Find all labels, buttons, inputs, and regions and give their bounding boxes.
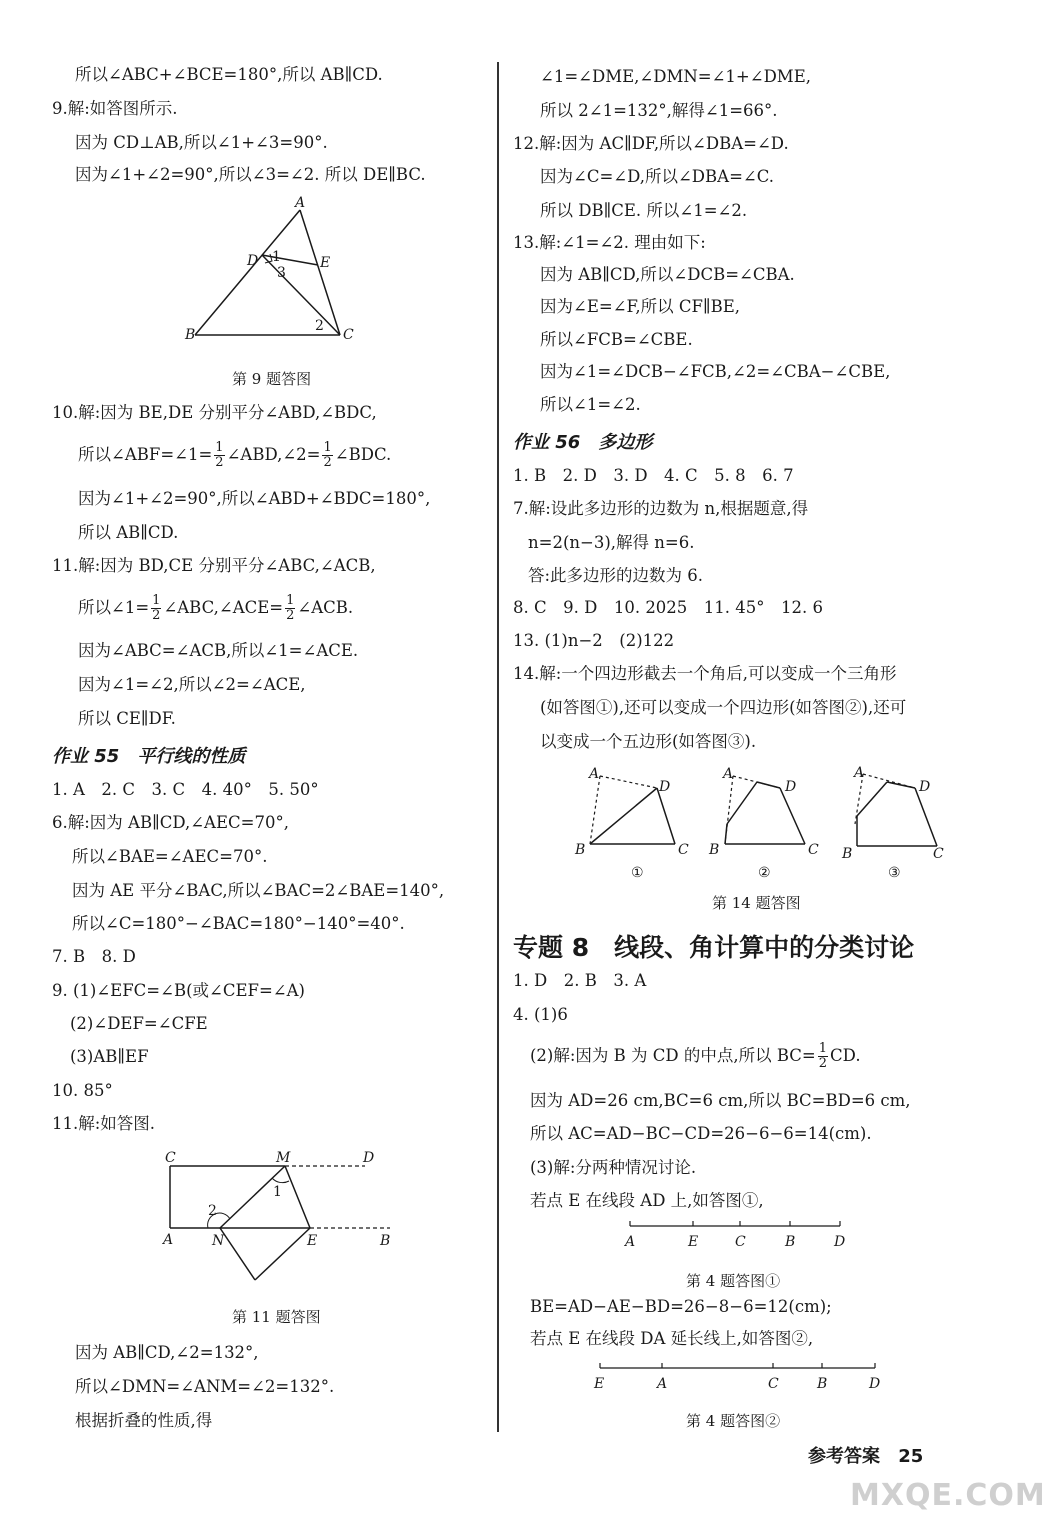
text-line: 12.解:因为 AC∥DF,所以∠DBA=∠D.: [513, 134, 789, 153]
figure-caption: 第 4 题答图①: [686, 1272, 781, 1290]
text-line: 因为 CD⊥AB,所以∠1+∠3=90°.: [75, 133, 328, 152]
text-line: 以变成一个五边形(如答图③).: [540, 732, 757, 751]
label-B: B: [817, 1376, 828, 1392]
fraction-half: $\frac{1}{2}$: [323, 440, 332, 470]
text-line: 所以∠DMN=∠ANM=∠2=132°.: [75, 1377, 335, 1396]
text-line: ∠1=∠DME,∠DMN=∠1+∠DME,: [540, 67, 811, 86]
text-line: 所以 2∠1=132°,解得∠1=66°.: [540, 101, 778, 120]
label-A: A: [163, 1232, 174, 1248]
label-circled-1: ①: [631, 865, 644, 881]
label-circled-3: ③: [888, 865, 901, 881]
footer-label: 参考答案: [808, 1446, 880, 1467]
section-heading: 作业 56 多边形: [513, 432, 653, 453]
text-line: 7.解:设此多边形的边数为 n,根据题意,得: [513, 499, 809, 518]
text-line: 10. 85°: [52, 1081, 113, 1100]
label-M: M: [276, 1150, 291, 1166]
text-line: 1. B 2. D 3. D 4. C 5. 8 6. 7: [513, 466, 794, 485]
text-line: 因为∠ABC=∠ACB,所以∠1=∠ACE.: [78, 641, 359, 660]
text-line: (如答图①),还可以变成一个四边形(如答图②),还可: [540, 698, 907, 717]
label-A: A: [295, 195, 306, 211]
figure-caption: 第 9 题答图: [232, 370, 312, 388]
text-line: 若点 E 在线段 DA 延长线上,如答图②,: [530, 1329, 814, 1348]
text-line: 7. B 8. D: [52, 947, 136, 966]
label-D: D: [834, 1234, 846, 1250]
fraction-half: $\frac{1}{2}$: [152, 593, 161, 623]
label-A: A: [589, 766, 600, 782]
text-line: n=2(n−3),解得 n=6.: [528, 533, 695, 552]
figure-caption: 第 11 题答图: [232, 1308, 321, 1326]
label-A: A: [625, 1234, 636, 1250]
column-divider: [497, 62, 499, 1432]
text-line: 11.解:如答图.: [52, 1114, 156, 1133]
figure-14: [575, 764, 955, 884]
label-D: D: [247, 253, 259, 269]
label-A: A: [854, 765, 865, 781]
text-line: 10.解:因为 BE,DE 分别平分∠ABD,∠BDC,: [52, 403, 377, 422]
figure-4-2: [590, 1358, 890, 1392]
text-line: 因为∠C=∠D,所以∠DBA=∠C.: [540, 167, 775, 186]
text-line: 所以∠C=180°−∠BAC=180°−140°=40°.: [72, 914, 405, 933]
text-line: 所以∠FCB=∠CBE.: [540, 330, 693, 349]
text-line: 因为∠1=∠DCB−∠FCB,∠2=∠CBA−∠CBE,: [540, 362, 891, 381]
text-line: 所以∠ABC+∠BCE=180°,所以 AB∥CD.: [75, 65, 383, 84]
text-line: 因为∠1+∠2=90°,所以∠ABD+∠BDC=180°,: [78, 489, 431, 508]
label-C: C: [808, 842, 819, 858]
text-line: 因为∠E=∠F,所以 CF∥BE,: [540, 297, 740, 316]
text-line: 4. (1)6: [513, 1005, 568, 1024]
topic-title: 专题 8 线段、角计算中的分类讨论: [513, 933, 915, 962]
label-1: 1: [272, 249, 281, 265]
figure-caption: 第 4 题答图②: [686, 1412, 781, 1430]
text-line: (3)解:分两种情况讨论.: [530, 1158, 697, 1177]
text-line: 6.解:因为 AB∥CD,∠AEC=70°,: [52, 813, 289, 832]
fraction-half: $\frac{1}{2}$: [818, 1041, 828, 1071]
label-B: B: [709, 842, 720, 858]
label-E: E: [594, 1376, 605, 1392]
label-A: A: [723, 766, 734, 782]
label-1: 1: [273, 1184, 282, 1200]
text-line: 所以 CE∥DF.: [78, 709, 176, 728]
text-line: 因为 AE 平分∠BAC,所以∠BAC=2∠BAE=140°,: [72, 881, 445, 900]
text-line: (2)∠DEF=∠CFE: [70, 1014, 208, 1033]
label-D: D: [869, 1376, 881, 1392]
text-line: 因为 AB∥CD,所以∠DCB=∠CBA.: [540, 265, 795, 284]
figure-11: [160, 1148, 400, 1288]
text-line: 所以∠BAE=∠AEC=70°.: [72, 847, 268, 866]
text-line: (2)解:因为 B 为 CD 的中点,所以 BC= $\frac{1}{2}$ CD.: [530, 1041, 861, 1071]
text-line: 14.解:一个四边形截去一个角后,可以变成一个三角形: [513, 664, 897, 683]
text-line: 所以 AB∥CD.: [78, 523, 179, 542]
label-C: C: [768, 1376, 779, 1392]
text-line: 13. (1)n−2 (2)122: [513, 631, 675, 650]
section-heading: 作业 55 平行线的性质: [52, 746, 246, 767]
text-line: 8. C 9. D 10. 2025 11. 45° 12. 6: [513, 598, 824, 617]
fraction-half: $\frac{1}{2}$: [215, 440, 224, 470]
text-line: (3)AB∥EF: [70, 1047, 149, 1066]
label-B: B: [185, 327, 196, 343]
text-line: 所以∠1=∠2.: [540, 395, 641, 414]
text-line: 因为∠1=∠2,所以∠2=∠ACE,: [78, 675, 306, 694]
label-circled-2: ②: [758, 865, 771, 881]
fraction-half: $\frac{1}{2}$: [286, 593, 295, 623]
label-B: B: [380, 1233, 391, 1249]
text-line: 若点 E 在线段 AD 上,如答图①,: [530, 1191, 764, 1210]
page-footer: [808, 1442, 923, 1468]
label-A: A: [657, 1376, 668, 1392]
text-line: 因为 AD=26 cm,BC=6 cm,所以 BC=BD=6 cm,: [530, 1091, 911, 1110]
text-line: 答:此多边形的边数为 6.: [528, 566, 704, 585]
label-C: C: [678, 842, 689, 858]
label-D: D: [363, 1150, 375, 1166]
text-line: BE=AD−AE−BD=26−8−6=12(cm);: [530, 1297, 832, 1316]
label-N: N: [212, 1233, 225, 1249]
label-E: E: [307, 1233, 318, 1249]
text-line: 所以 AC=AD−BC−CD=26−6−6=14(cm).: [530, 1124, 872, 1143]
text-line: 13.解:∠1=∠2. 理由如下:: [513, 233, 706, 252]
text-line: 9. (1)∠EFC=∠B(或∠CEF=∠A): [52, 981, 305, 1000]
text-line: 11.解:因为 BD,CE 分别平分∠ABC,∠ACB,: [52, 556, 376, 575]
label-D: D: [919, 779, 931, 795]
figure-4-1: [620, 1216, 850, 1250]
text-line: 所以∠ABF=∠1= $\frac{1}{2}$ ∠ABD,∠2= $\frac{1}{2}$ ∠BDC.: [78, 440, 392, 470]
text-line: 因为 AB∥CD,∠2=132°,: [75, 1343, 259, 1362]
label-3: 3: [277, 265, 286, 281]
label-D: D: [785, 779, 797, 795]
label-B: B: [785, 1234, 796, 1250]
label-E: E: [688, 1234, 699, 1250]
text-line: 所以 DB∥CE. 所以∠1=∠2.: [540, 201, 748, 220]
label-E: E: [320, 255, 331, 271]
label-2: 2: [208, 1203, 217, 1219]
label-2: 2: [315, 318, 324, 334]
page-number: 25: [898, 1446, 924, 1467]
watermark: MXQE.COM: [850, 1478, 1046, 1513]
figure-caption: 第 14 题答图: [712, 894, 801, 912]
text-line: 根据折叠的性质,得: [75, 1411, 213, 1430]
figure-9: [185, 195, 365, 355]
text-line: 因为∠1+∠2=90°,所以∠3=∠2. 所以 DE∥BC.: [75, 165, 426, 184]
text-line: 所以∠1= $\frac{1}{2}$ ∠ABC,∠ACE= $\frac{1}{2}$ ∠ACB.: [78, 593, 354, 623]
label-B: B: [842, 846, 853, 862]
text-line: 1. A 2. C 3. C 4. 40° 5. 50°: [52, 780, 319, 799]
label-B: B: [575, 842, 586, 858]
label-C: C: [343, 327, 354, 343]
text-line: 1. D 2. B 3. A: [513, 971, 647, 990]
label-C: C: [933, 846, 944, 862]
text-line: 9.解:如答图所示.: [52, 99, 178, 118]
label-C: C: [165, 1150, 176, 1166]
label-D: D: [659, 779, 671, 795]
label-C: C: [735, 1234, 746, 1250]
